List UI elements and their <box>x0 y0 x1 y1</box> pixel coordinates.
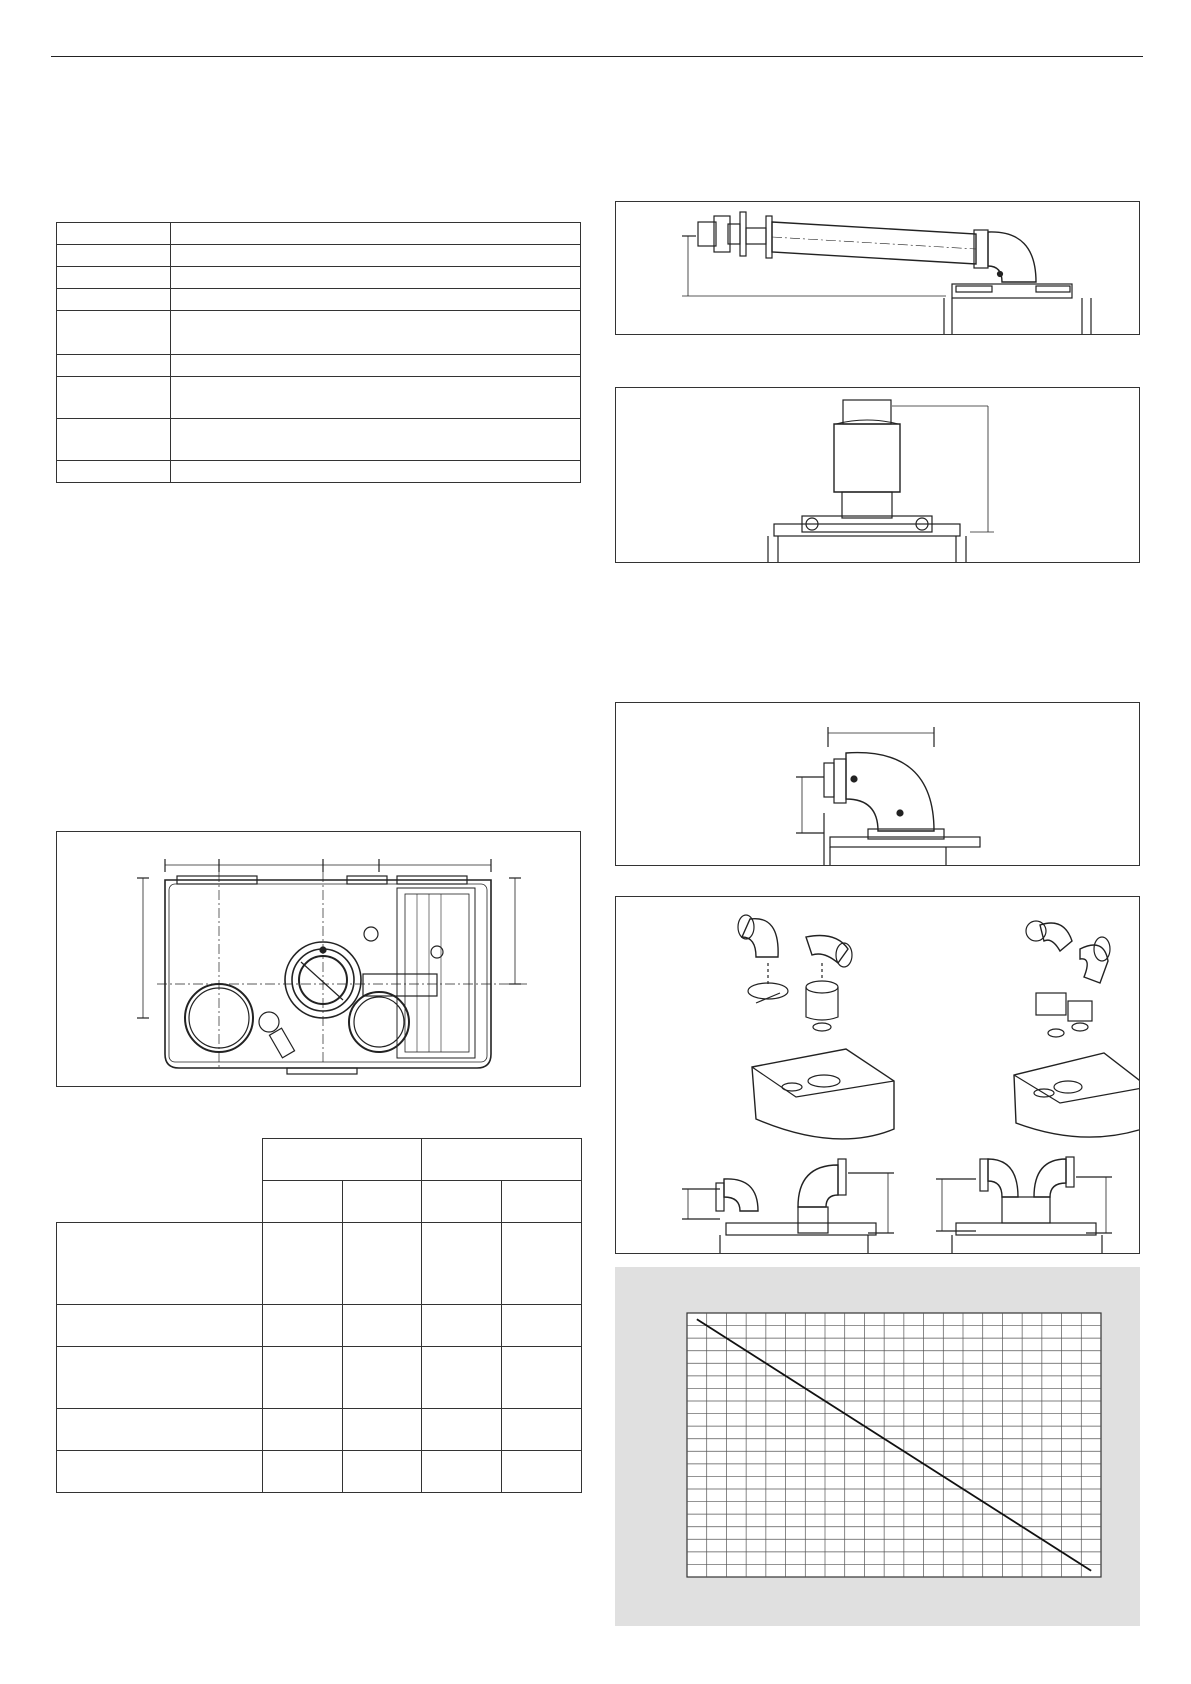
table-row-label <box>57 1409 263 1451</box>
table-row <box>57 267 581 289</box>
spec-value-cell <box>171 355 581 377</box>
spec-value-cell <box>171 267 581 289</box>
elbow-flue-panel <box>615 702 1140 866</box>
table-row <box>57 311 581 355</box>
table-row <box>57 419 581 461</box>
vertical-flue-diagram <box>616 388 1139 562</box>
table-row-label <box>57 1223 263 1305</box>
spec-label-cell <box>57 377 171 419</box>
spec-value-cell <box>171 245 581 267</box>
corner-cell <box>57 1139 263 1223</box>
table-row <box>57 461 581 483</box>
spec-label-cell <box>57 461 171 483</box>
spec-label-cell <box>57 311 171 355</box>
spec-label-cell <box>57 223 171 245</box>
flue-length-table <box>56 1138 582 1493</box>
sub-header-4 <box>502 1181 582 1223</box>
flue-resistance-chart <box>615 1267 1140 1626</box>
spec-label-cell <box>57 289 171 311</box>
table-row <box>57 289 581 311</box>
spec-label-cell <box>57 419 171 461</box>
table-row <box>57 245 581 267</box>
table-row-label <box>57 1451 263 1493</box>
twin-pipe-diagram <box>616 897 1139 1253</box>
spec-value-cell <box>171 289 581 311</box>
horizontal-flue-diagram <box>616 202 1139 334</box>
table-row-label <box>57 1305 263 1347</box>
sub-header-3 <box>422 1181 502 1223</box>
vertical-flue-panel <box>615 387 1140 563</box>
table-row <box>57 355 581 377</box>
spec-label-cell <box>57 355 171 377</box>
group-header-1 <box>263 1139 422 1181</box>
elbow-flue-diagram <box>616 703 1139 865</box>
spec-value-cell <box>171 311 581 355</box>
spec-value-cell <box>171 419 581 461</box>
spec-label-cell <box>57 245 171 267</box>
table-row <box>57 223 581 245</box>
boiler-top-view-diagram <box>57 832 580 1086</box>
table-row-label <box>57 1347 263 1409</box>
sub-header-1 <box>263 1181 343 1223</box>
twin-pipe-panel <box>615 896 1140 1254</box>
spec-value-cell <box>171 223 581 245</box>
table-row <box>57 377 581 419</box>
header-rule <box>51 56 1143 57</box>
sub-header-2 <box>343 1181 422 1223</box>
spec-value-cell <box>171 461 581 483</box>
group-header-2 <box>422 1139 582 1181</box>
chart-panel <box>615 1267 1140 1626</box>
boiler-top-view-panel <box>56 831 581 1087</box>
spec-value-cell <box>171 377 581 419</box>
horizontal-flue-panel <box>615 201 1140 335</box>
spec-label-cell <box>57 267 171 289</box>
spec-table <box>56 222 581 483</box>
